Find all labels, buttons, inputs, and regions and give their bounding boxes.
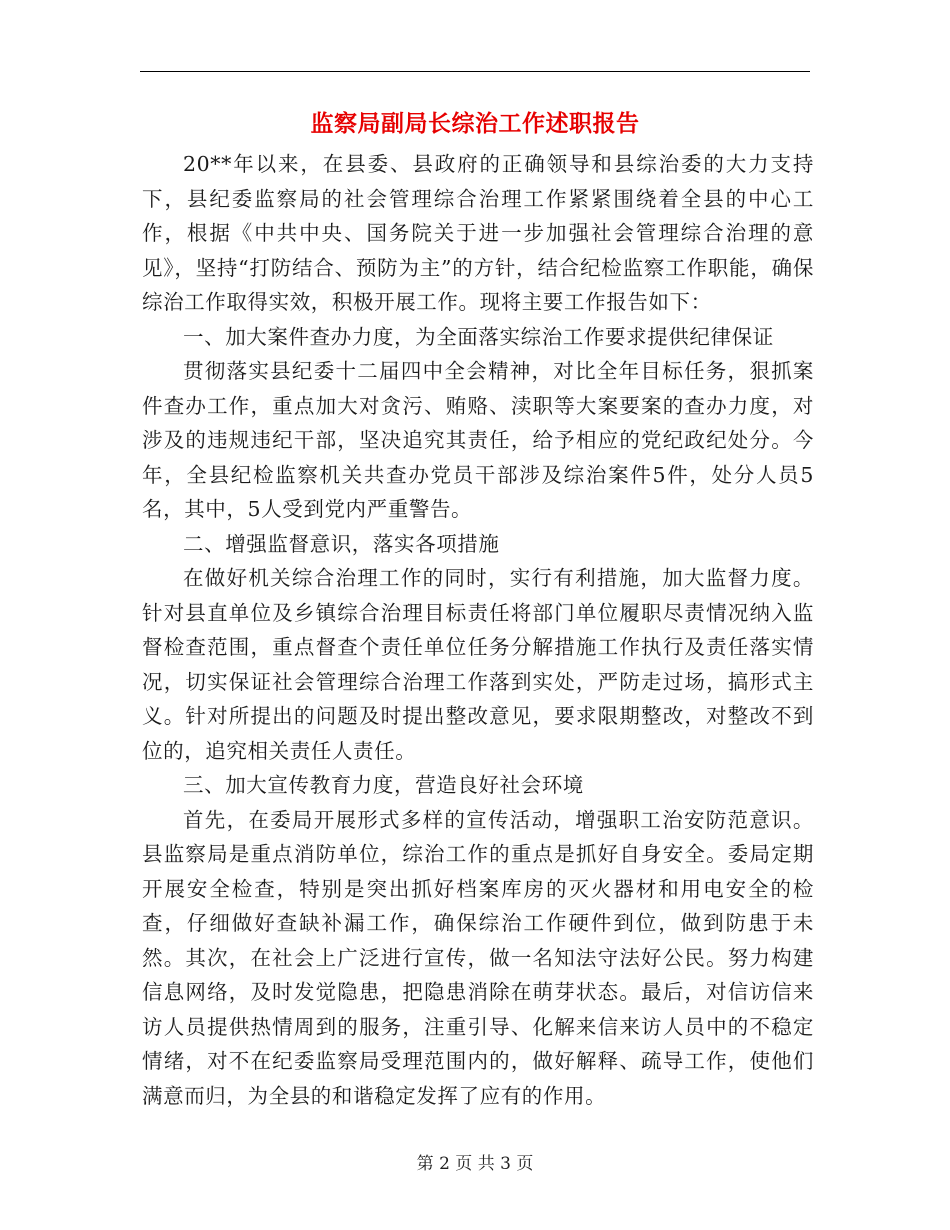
- section-heading-3: 三、加大宣传教育力度，营造良好社会环境: [183, 773, 584, 797]
- paragraph-section-1: 贯彻落实县纪委十二届四中全会精神，对比全年目标任务，狠抓案件查办工作，重点加大对贪污、贿赂、渎职等大案要案的查办力度，对涉及的违规违纪干部，坚决追究其责任，给予相应的党纪政纪处分。今年，全县纪检监察机关共查办党员干部涉及综治案件5件，处分人员5名，其中，5人受到党内严重警告。: [142, 359, 814, 521]
- page-number-footer: 第 2 页 共 3 页: [416, 1154, 534, 1174]
- header-rule: [140, 71, 810, 72]
- document-title: 监察局副局长综治工作述职报告: [310, 111, 640, 137]
- paragraph-section-2: 在做好机关综合治理工作的同时，实行有利措施，加大监督力度。针对县直单位及乡镇综合治理目标责任将部门单位履职尽责情况纳入监督检查范围，重点督查个责任单位任务分解措施工作执行及责任落实情况，切实保证社会管理综合治理工作落到实处，严防走过场，搞形式主义。针对所提出的问题及时提出整改意见，要求限期整改，对整改不到位的，追究相关责任人责任。: [142, 566, 814, 763]
- section-heading-2: 二、增强监督意识，落实各项措施: [183, 531, 500, 556]
- document-body: [142, 147, 814, 1113]
- paragraph-intro: 20**年以来，在县委、县政府的正确领导和县综治委的大力支持下，县纪委监察局的社会管理综合治理工作紧紧围绕着全县的中心工作，根据《中共中央、国务院关于进一步加强社会管理综合治理的意见》，坚持“打防结合、预防为主”的方针，结合纪检监察工作职能，确保综治工作取得实效，积极开展工作。现将主要工作报告如下：: [142, 152, 814, 314]
- section-heading-1: 一、加大案件查办力度，为全面落实综治工作要求提供纪律保证: [183, 324, 774, 349]
- paragraph-section-3: 首先，在委局开展形式多样的宣传活动，增强职工治安防范意识。县监察局是重点消防单位，综治工作的重点是抓好自身安全。委局定期开展安全检查，特别是突出抓好档案库房的灭火器材和用电安全的检查，仔细做好查缺补漏工作，确保综治工作硬件到位，做到防患于未然。其次，在社会上广泛进行宣传，做一名知法守法好公民。努力构建信息网络，及时发觉隐患，把隐患消除在萌芽状态。最后，对信访信来访人员提供热情周到的服务，注重引导、化解来信来访人员中的不稳定情绪，对不在纪委监察局受理范围内的，做好解释、疏导工作，使他们满意而归，为全县的和谐稳定发挥了应有的作用。: [142, 807, 814, 1108]
